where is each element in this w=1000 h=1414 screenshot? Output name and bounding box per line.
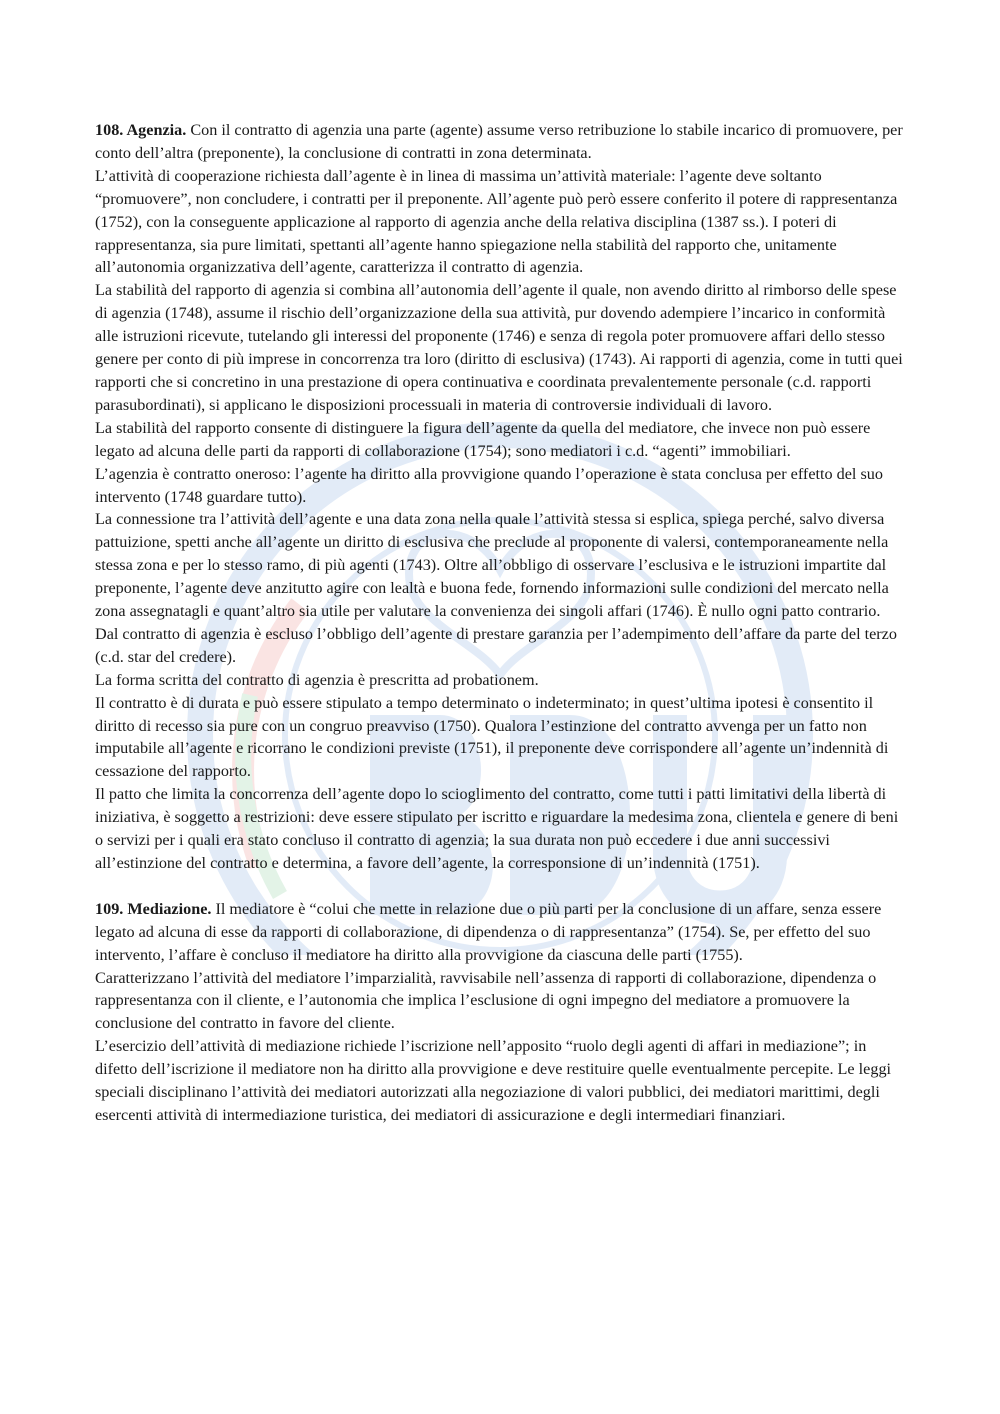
paragraph: L’attività di cooperazione richiesta dall’agente è in linea di massima un’attività materiale: l’agente deve soltanto “promuovere”, non concludere, i contratti per il preponente. All’agente può però essere conferito il potere di rappresentanza (1752), con la conseguente applicazione al rapporto di agenzia anche della relativa disciplina (1387 ss.). I poteri di rappresentanza, sia pure limitati, spettanti all’agente hanno spiegazione nella stabilità del rapporto che, unitamente all’autonomia organizzativa dell’agente, caratterizza il contratto di agenzia. [95, 166, 898, 277]
section-heading: 108. Agenzia. [95, 121, 187, 139]
paragraph: L’agenzia è contratto oneroso: l’agente ha diritto alla provvigione quando l’operazione è stata conclusa per effetto del suo intervento (1748 guardare tutto). [95, 464, 883, 506]
paragraph: La stabilità del rapporto di agenzia si combina all’autonomia dell’agente il quale, non avendo diritto al rimborso delle spese di agenzia (1748), assume il rischio dell’organizzazione della sua attività, pur dovendo adempiere l’incarico in conformità alle istruzioni ricevute, tutelando gli interessi del proponente (1746) e senza di regola poter promuovere affari dello stesso genere per conto di più imprese in concorrenza tra loro (diritto di esclusiva) (1743). Ai rapporti di agenzia, come in tutti quei rapporti che si concretino in una prestazione di opera continuativa e coordinata prevalentemente personale (c.d. rapporti parasubordinati), si applicano le disposizioni processuali in materia di controversie individuali di lavoro. [95, 281, 903, 414]
section-agenzia [95, 119, 907, 875]
paragraph: Il patto che limita la concorrenza dell’agente dopo lo scioglimento del contratto, come tutti i patti limitativi della libertà di iniziativa, è soggetto a restrizioni: deve essere stipulato per iscritto e riguardare la medesima zona, clientela e genere di beni o servizi per i quali era stato concluso il contratto di agenzia; la sua durata non può eccedere i due anni successivi all’estinzione del contratto e determina, a favore dell’agente, la corresponsione di un’indennità (1751). [95, 785, 899, 872]
paragraph-text: Con il contratto di agenzia una parte (agente) assume verso retribuzione lo stabile incarico di promuovere, per conto dell’altra (preponente), la conclusione di contratti in zona determinata. [95, 121, 903, 162]
paragraph: Caratterizzano l’attività del mediatore l’imparzialità, ravvisabile nell’assenza di rapporti di collaborazione, dipendenza o rappresentanza con il cliente, e l’autonomia che implica l’esclusione di ogni impegno del mediatore a promuovere la conclusione del contratto in favore del cliente. [95, 968, 877, 1033]
paragraph [95, 119, 907, 165]
paragraph: La forma scritta del contratto di agenzia è prescritta ad probationem. [95, 670, 539, 689]
paragraph-text: Il mediatore è “colui che mette in relazione due o più parti per la conclusione di un affare, senza essere legato ad alcuna di esse da rapporti di collaborazione, di dipendenza o di rappresentanza” (1754). Se, per effetto del suo intervento, l’affare è concluso il mediatore ha diritto alla provvigione da ciascuna delle parti (1755). [95, 899, 882, 964]
section-mediazione [95, 898, 907, 1127]
paragraph: Il contratto è di durata e può essere stipulato a tempo determinato o indeterminato; in quest’ultima ipotesi è consentito il diritto di recesso sia pure con un congruo preavviso (1750). Qualora l’estinzione del contratto avvenga per un fatto non imputabile all’agente e ricorrano le condizioni previste (1751), il preponente deve corrispondere all’agente un’indennità di cessazione del rapporto. [95, 693, 889, 781]
paragraph: La connessione tra l’attività dell’agente e una data zona nella quale l’attività stessa si esplica, spiega perché, salvo diversa pattuizione, spetti anche all’agente un diritto di esclusiva che preclude al proponente di valersi, contemporaneamente nella stessa zona e per lo stesso ramo, di più agenti (1743). Oltre all’obbligo di osservare l’esclusiva e le istruzioni impartite dal preponente, l’agente deve anzitutto agire con lealtà e buona fede, fornendo informazioni sulle condizioni del mercato nella zona assegnatagli e quant’altro sia utile per valutare la convenienza dei singoli affari (1746). È nullo ogni patto contrario. Dal contratto di agenzia è escluso l’obbligo dell’agente di prestare garanzia per l’adempimento dell’affare da parte del terzo (c.d. star del credere). [95, 510, 897, 666]
paragraph: La stabilità del rapporto consente di distinguere la figura dell’agente da quella del mediatore, che invece non può essere legato ad alcuna delle parti da rapporti di collaborazione (1754); sono mediatori i c.d. “agenti” immobiliari. [95, 418, 871, 460]
paragraph [95, 898, 907, 967]
paragraph: L’esercizio dell’attività di mediazione richiede l’iscrizione nell’apposito “ruolo degli agenti di affari in mediazione”; in difetto dell’iscrizione il mediatore non ha diritto alla provvigione e deve restituire quelle eventualmente percepite. Le leggi speciali disciplinano l’attività dei mediatori autorizzati alla negoziazione di valori pubblici, dei mediatori marittimi, degli esercenti attività di intermediazione turistica, dei mediatori di assicurazione e degli intermediari finanziari. [95, 1037, 892, 1124]
document-body [95, 119, 907, 1127]
section-heading: 109. Mediazione. [95, 899, 212, 918]
